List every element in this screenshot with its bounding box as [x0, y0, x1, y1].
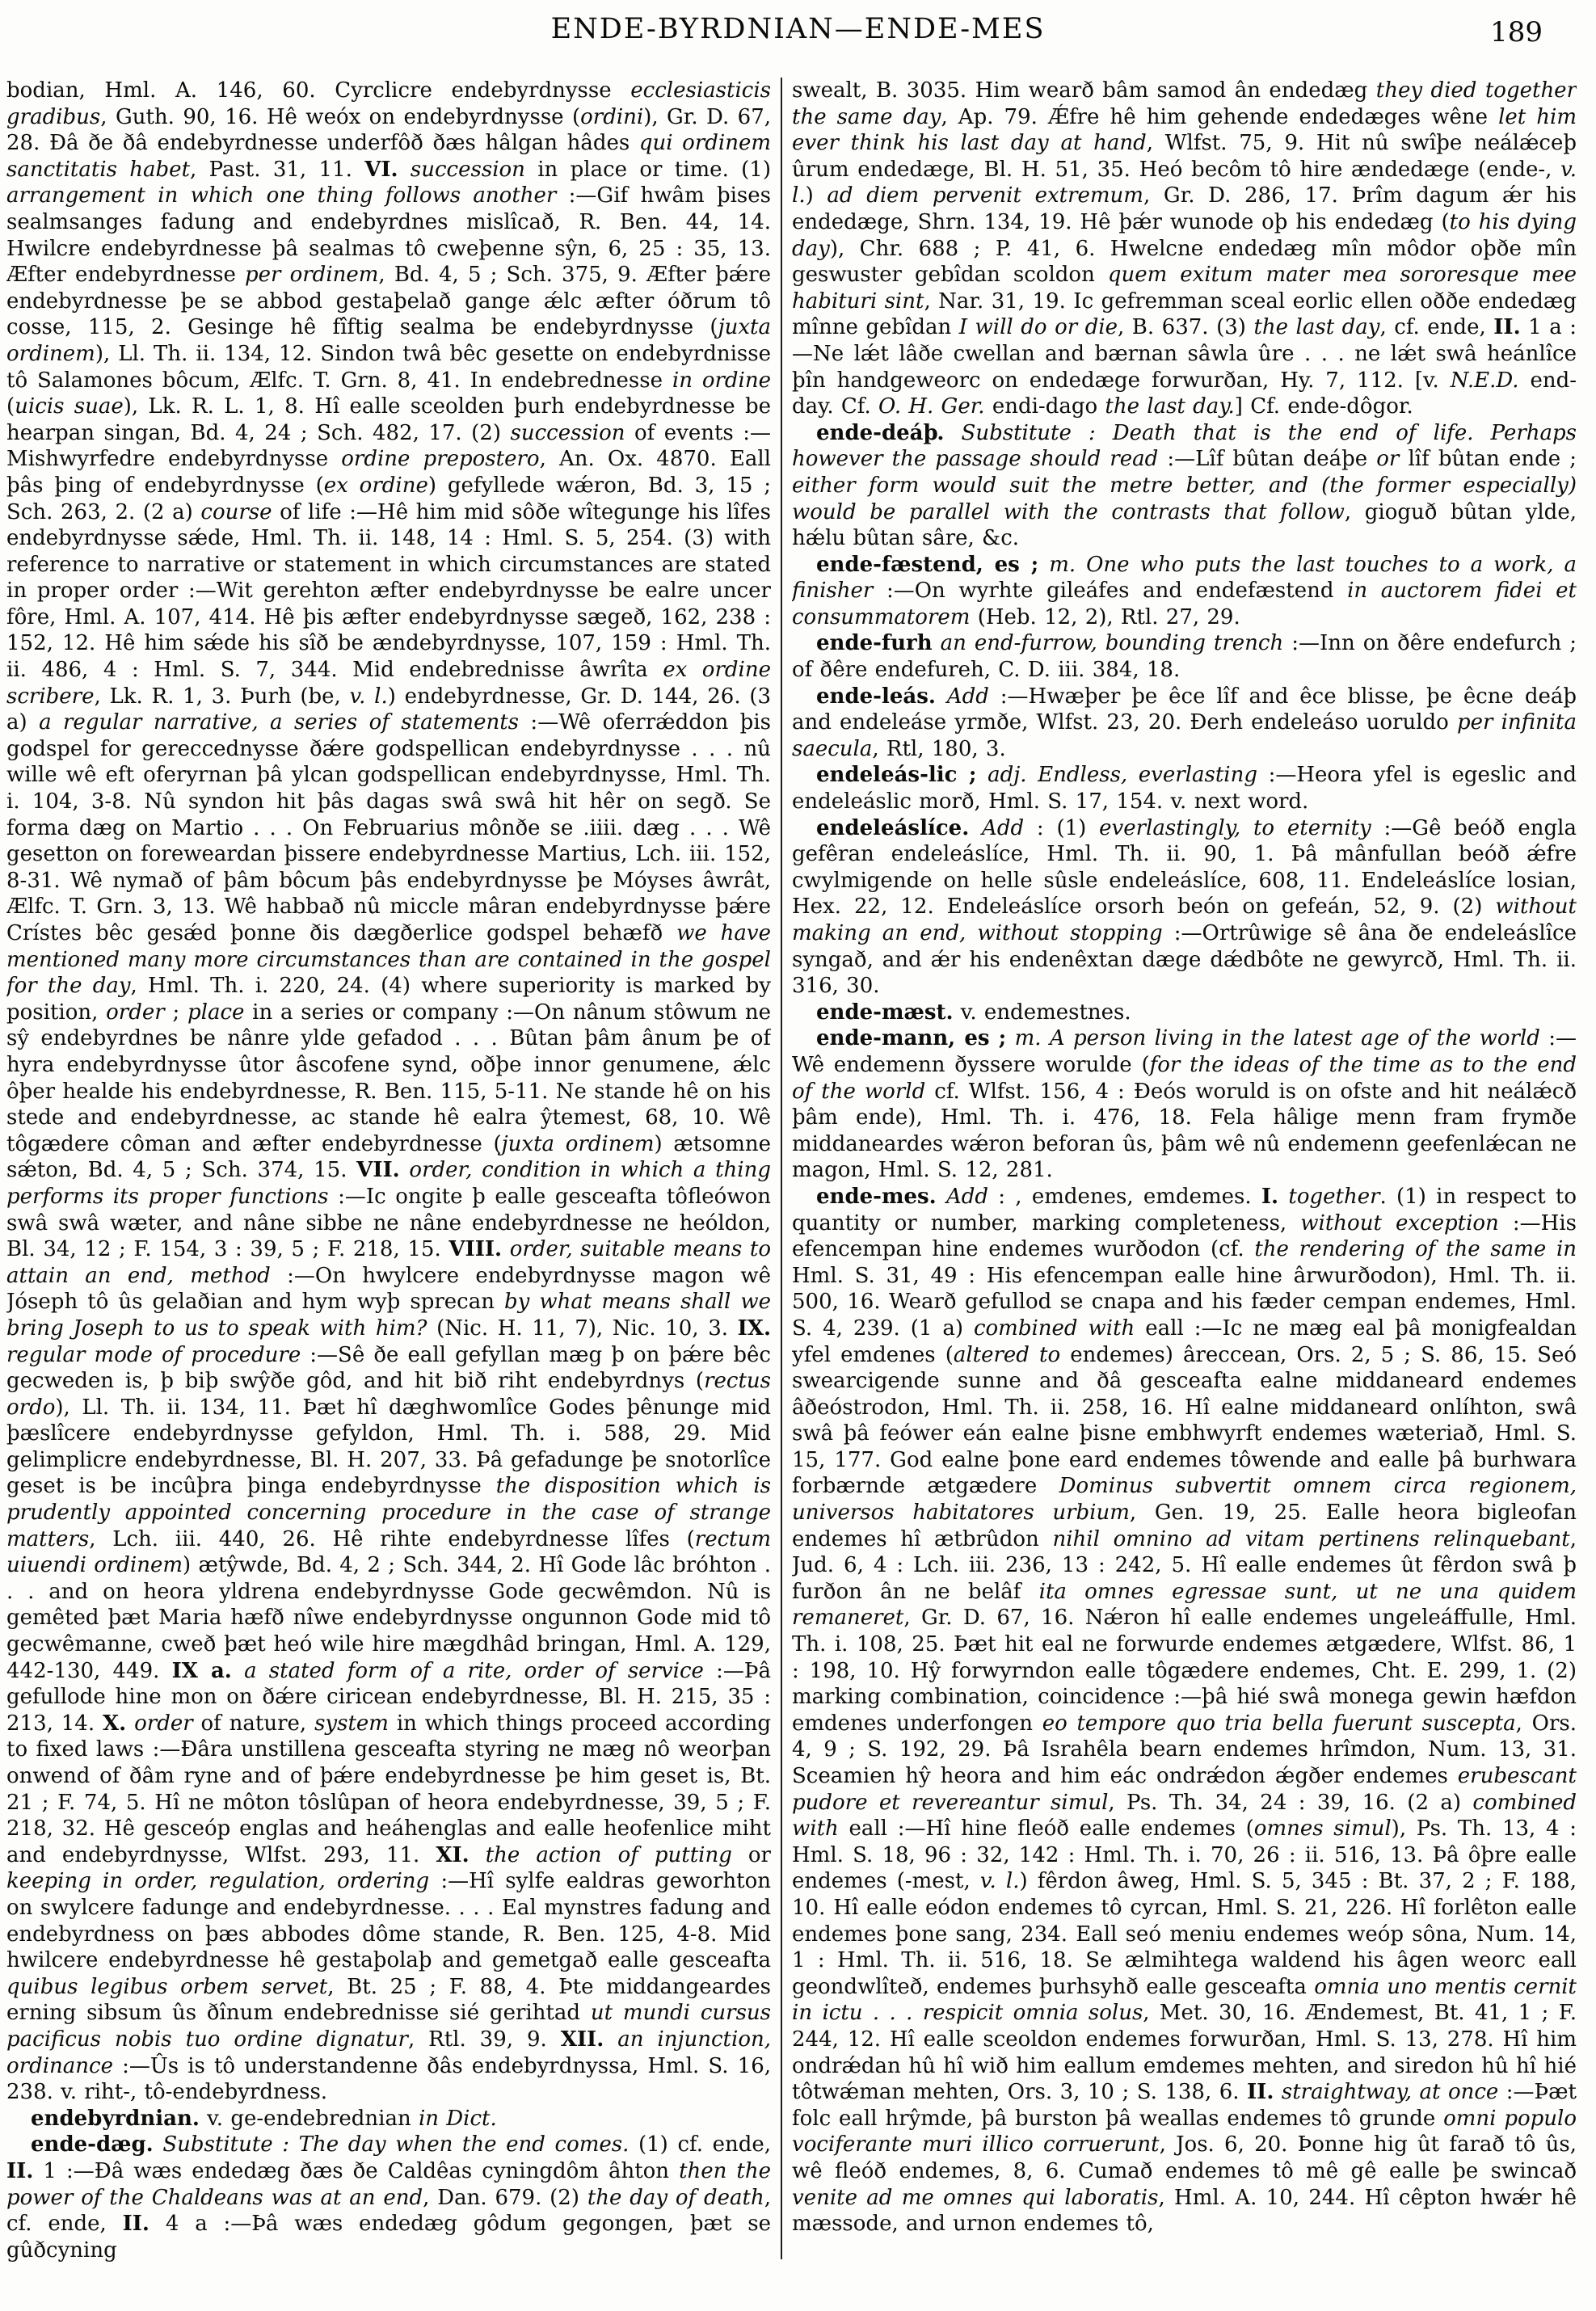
text-run: Hml. S. 31, 49 : His efencempan ealle hine ârwurðodon), Hml. Th. ii. 500, 16. Wearð gefullod se cnapa and his fæder cempan endemes, Hml. S. 4, 239. (1 a)	[792, 1263, 1577, 1341]
italic-text-run: the day of death	[587, 2185, 764, 2210]
bold-text-run: ende-dæg.	[31, 2132, 154, 2157]
text-run: of life :—Hê him mid sôðe wîtegunge his lîfes endebyrdnysse sǽde, Hml. Th. ii. 148, 14 : Hml. S. 5, 254. (3) with reference to narrative or statement in which circumstances are stated in proper order :—Wit gerehton æfter endebyrdnysse be ealre uncer fôre, Hml. A. 107, 414. Hê þis æfter endebyrdnysse sægeð, 162, 238 : 152, 12. Hê him sǽde his sîð be ændebyrdnysse, 107, 159 : Hml. Th. ii. 486, 4 : Hml. S. 7, 344. Mid endebrednisse âwrîta	[6, 499, 771, 683]
text-run: ), Ps. Th. 13, 4 : Hml. S. 18, 96 : 32, 142 : Hml. Th. i. 70, 26 : ii. 516, 13. Þâ ôþre ealle endemes (-mest,	[792, 1816, 1577, 1894]
italic-text-run: eo tempore quo tria bella fuerunt suscepta	[1042, 1711, 1516, 1736]
entry-ende-faestend	[792, 552, 1577, 631]
italic-text-run: rectum uiuendi ordinem	[6, 1526, 771, 1578]
entry-ende-furh	[792, 630, 1577, 683]
italic-text-run: together	[1278, 1184, 1380, 1209]
italic-text-run: nihil omnino ad vitam pertinens relinquebant	[1052, 1526, 1570, 1551]
text-run: :—Þâ gefullode hine mon on ðǽre ciricean endebyrdnesse, Bl. H. 215, 35 : 213, 14.	[6, 1658, 771, 1736]
text-run: in a series or company :—On nânum stôwum ne sŷ endebyrdnes be nânre ylde gefadod . . . Bûtan þâm ânum þe of hyra endebyrdnysse ûtor âscofene synd, oðþe innor genumene, ǽlc ôþer healde his endebyrdnesse, R. Ben. 115, 5-11. Ne stande hê on his stede and endebyrdnesse, ac stande hê ealra ŷtemest, 68, 10. Wê tôgædere côman and æfter endebyrdnesse (	[6, 1000, 771, 1156]
bold-text-run: endeleáslíce.	[816, 815, 970, 840]
italic-text-run: ecclesiasticis gradibus	[6, 78, 771, 129]
text-run: v. ge-endebrednian	[199, 2106, 419, 2131]
italic-text-run: order, condition in which a thing performs its proper functions	[6, 1158, 771, 1209]
italic-text-run: v. l.	[979, 1869, 1020, 1894]
text-run: , Guth. 90, 16. Hê weóx on endebyrdnysse (	[100, 104, 581, 129]
text-run: eall :—Ic ne mæg eal þâ monigfealdan yfel emdenes (	[792, 1315, 1577, 1367]
italic-text-run: ordini	[580, 104, 644, 129]
text-run: , Jos. 6, 20. Þonne hig ût farað tô ûs, wê fleóð endemes, 8, 6. Cumað endemes tô mê gê ealle þe swincað	[792, 2132, 1577, 2183]
text-run: , Dan. 679. (2)	[423, 2185, 587, 2210]
text-run: , Met. 30, 16. Ændemest, Bt. 41, 1 ; F. 244, 12. Hî ealle sceoldon endemes forwurðan, Hml. S. 13, 278. Hî him ondrǽdan hû hî wið him eallum emdemes mehten, and siredon hû hî hié tôtwǽman mehten, Ors. 3, 10 ; S. 138, 6.	[792, 2001, 1577, 2105]
italic-text-run: let him ever think his last day at hand	[792, 104, 1577, 156]
text-run: , Bt. 25 ; F. 88, 4. Þte middangeardes erning sibsum ûs ðînum endebrednisse sié gerihtad	[6, 1974, 771, 2026]
italic-text-run: qui ordinem sanctitatis habet	[6, 131, 771, 182]
text-run: of events :—Mishwyrfedre endebyrdnysse	[6, 420, 771, 472]
bold-text-run: XII.	[560, 2027, 604, 2052]
text-run: :—Wê oferrǽddon þis godspel for gereccednysse ðǽre godspellican endebyrdnysse . . . nû wille wê eft oferyrnan þâ ylcan godspellican endebyrdnysse, Hml. Th. i. 104, 3-8. Nû syndon hit þâs dagas swâ swâ hit hêr on segð. Se forma dæg on Martio . . . On Februarius mônðe se .iiii. dæg . . . Wê gesetton on foreweardan þissere endebyrdnesse Martius, Lch. iii. 152, 8-31. Wê nymað of þâm bôcum þâs endebyrdnysse þe Móyses âwrât, Ælfc. T. Grn. 3, 13. Wê habbað nû miccle mâran endebyrdnysse þǽre Crístes bêc gesǽd þonne ðis dægðerlice godspel behæfð	[6, 710, 771, 945]
text-run: , Gr. D. 67, 16. Nǽron hî ealle endemes ungeleáffulle, Hml. Th. i. 108, 25. Þæt hit eal ne forwurde endemes ætgædere, Wlfst. 86, 1 : 198, 10. Hŷ forwyrndon ealle tôgædere endemes, Cht. E. 299, 1. (2) marking combination, coincidence :—þâ hié swâ monega gewin hæfdon emdenes underfongen	[792, 1606, 1577, 1736]
text-run: , Hml. A. 10, 244. Hî cêpton hwǽr hê mæssode, and urnon endemes tô,	[792, 2185, 1577, 2237]
italic-text-run: to his dying day	[792, 209, 1577, 261]
column-divider-rule	[781, 78, 782, 2259]
text-run: , Nar. 31, 19. Ic gefremman sceal eorlic ellen oððe endedæg mînne gebîdan	[792, 288, 1577, 340]
italic-text-run: without making an end, without stopping	[792, 895, 1577, 945]
bold-text-run: IX a.	[171, 1658, 232, 1683]
bold-text-run: II.	[1493, 315, 1521, 340]
italic-text-run: succession	[510, 420, 625, 445]
italic-text-run: we have mentioned many more circumstances than are contained in the gospel for the day	[6, 921, 771, 999]
text-run: :—Lîf bûtan deáþe	[1158, 447, 1377, 472]
text-run: in place or time. (1)	[524, 157, 771, 182]
bold-text-run: II.	[1247, 2080, 1274, 2105]
italic-text-run: the rendering of the same in	[1254, 1237, 1577, 1262]
continuation-ende-daeg	[792, 78, 1577, 420]
text-run: :—His efencempan hine endemes wurðodon (cf.	[792, 1210, 1577, 1262]
text-run: :—Hî sylfe ealdras geworhton on swylcere fadunge and endebyrdnesse. . . . Eal mynstres fadung and endebyrdness on þæs abbodes dôme stande, R. Ben. 125, 4-8. Mid hwilcere endebyrdnesse hê gestaþolaþ and gemetgað ealle gesceafta	[6, 1869, 771, 1973]
italic-text-run: succession	[398, 157, 525, 182]
text-run: :—Sê ðe eall gefyllan mæg þ on þǽre bêc gecweden is, þ biþ swŷðe gôd, and hit bið riht endebyrdnys (	[6, 1342, 771, 1394]
text-run: 1 :—Ðâ wæs endedæg ðæs ðe Caldêas cyningdôm âhton	[33, 2158, 680, 2183]
italic-text-run: for the ideas of the time as to the end of the world	[792, 1052, 1577, 1104]
italic-text-run: straightway, at once	[1274, 2080, 1499, 2105]
left-column	[6, 78, 771, 2277]
italic-text-run: by what means shall we bring Joseph to us to speak with him?	[6, 1290, 771, 1341]
text-run: ), Ll. Th. ii. 134, 11. Þæt hî dæghwomlîce Godes þênunge mid þæslîcere endebyrdnysse gefyldon, Hml. Th. i. 588, 29. Mid gelimplicre endebyrdnesse, Bl. H. 207, 33. Þâ gefadunge þe snotorlîce geset is be incûþra þinga endebyrdnysse	[6, 1395, 771, 1499]
italic-text-run: system	[314, 1711, 389, 1736]
italic-text-run: omnes simul	[1253, 1816, 1392, 1842]
italic-text-run: order	[106, 1000, 165, 1025]
italic-text-run: place	[187, 1000, 245, 1025]
italic-text-run: combined with	[792, 1790, 1577, 1842]
italic-text-run: quibus legibus orbem servet	[6, 1974, 328, 1999]
entry-ende-mann	[792, 1025, 1577, 1184]
italic-text-run: course	[200, 499, 272, 524]
text-run: , Lch. iii. 440, 26. Hê rihte endebyrdnesse lîfes (	[89, 1526, 695, 1551]
italic-text-run: juxta ordinem	[6, 315, 771, 366]
italic-text-run: in auctorem fidei et consummatorem	[792, 579, 1577, 629]
text-run: : (1)	[1024, 815, 1100, 840]
italic-text-run: the action of putting	[469, 1842, 732, 1867]
text-run: endemes) âreccean, Ors. 2, 5 ; S. 86, 15. Seó swearcigende sunne and ðâ gesceafta ealne middaneard endemes âðeóstrodon, Hml. Th. ii. 258, 16. Hî ealne middaneard onlíhton, swâ swâ þâ feówer eán ealne þisne embhwyrft endemes wæteriað, Hml. S. 15, 177. God ealne þone eard endemes tôwende and ealle þâ burhwara forbærnde ætgædere	[792, 1342, 1577, 1499]
entry-ende-maest	[792, 1000, 1577, 1026]
text-run: cf. Wlfst. 156, 4 : Ðeós woruld is on ofste and hit neálǽcð þâm ende), Hml. Th. i. 476, 18. Fela hâlige menn fram frymðe middaneardes wǽron beforan ûs, þâm wê nû endemenn geefenlǽcan ne magon, Hml. S. 12, 281.	[792, 1079, 1577, 1183]
bold-text-run: II.	[6, 2158, 34, 2183]
text-run: :—Gif hwâm þises sealmsanges fadung and endebyrdnes mislîcað, R. Ben. 44, 14. Hwilcre endebyrdnesse þâ sealmas tô cweþenne sŷn, 6, 25 : 35, 13. Æfter endebyrdnesse	[6, 183, 771, 288]
page-title: ENDE-BYRDNIAN—ENDE-MES	[550, 13, 1046, 45]
text-run: , cf. ende,	[1379, 315, 1494, 340]
text-columns	[6, 78, 1577, 2277]
italic-text-run: adj. Endless, everlasting	[976, 763, 1257, 788]
italic-text-run: rectus ordo	[6, 1369, 771, 1420]
text-run: endi-dago	[984, 394, 1105, 419]
text-run: , Past. 31, 11.	[190, 157, 365, 182]
italic-text-run: per infinita saecula	[792, 710, 1577, 761]
text-run: , Ap. 79. Ǽfre hê him gehende endedæges wêne	[941, 104, 1499, 129]
italic-text-run: omnia uno mentis cernit in ictu . . . respicit omnia solus	[792, 1974, 1577, 2026]
text-run: :—Ortrûwige sê âna ðe endeleáslîce syngað, and ǽr his endenêxtan dæge dǽdbôte ne gewyrcð, Hml. Th. ii. 316, 30.	[792, 921, 1577, 999]
italic-text-run: juxta ordinem	[501, 1131, 655, 1156]
entry-ende-daeg	[6, 2132, 771, 2263]
text-run: ) gefyllede wǽron, Bd. 3, 15 ; Sch. 263, 2. (2 a)	[6, 473, 771, 524]
text-run: , gioguð bûtan ylde, hǽlu bûtan sâre, &c.	[792, 499, 1577, 551]
bold-text-run: ende-fæstend, es ;	[816, 552, 1039, 577]
text-run: , Hml. Th. i. 220, 24. (4) where superiority is marked by position,	[6, 974, 771, 1025]
italic-text-run: ut mundi cursus pacificus nobis tuo ordine dignatur	[6, 2001, 771, 2052]
text-run: ) ætŷwde, Bd. 4, 2 ; Sch. 344, 2. Hî Gode lâc bróhton . . . and on heora yldrena endebyrdnysse Gode gecwêmdon. Nû is gemêted þæt Maria hæfð nîwe endebyrdnysse ongunnon Gode mid tô gecwêmanne, cweð þæt heó wile hire mægdhâd bringan, Hml. A. 129, 442-130, 449.	[6, 1553, 771, 1683]
bold-text-run: ende-deáþ.	[816, 420, 945, 445]
continuation-endebyrdness	[6, 78, 771, 2106]
bold-text-run: II.	[122, 2212, 149, 2237]
text-run: ) ætsomne sǽton, Bd. 4, 5 ; Sch. 374, 15.	[6, 1131, 771, 1183]
bold-text-run: VII.	[356, 1158, 400, 1183]
text-run: :—Heora yfel is egeslic and endeleáslic morð, Hml. S. 17, 154. v. next word.	[792, 763, 1577, 815]
italic-text-run: v. l.	[349, 684, 388, 709]
italic-text-run: altered to	[953, 1342, 1061, 1367]
italic-text-run: Substitute : The day when the end comes.	[153, 2132, 630, 2157]
italic-text-run: m. A person living in the latest age of the world	[1006, 1026, 1540, 1051]
text-run: :—Ic ongite þ ealle gesceafta tôfleówon swâ swâ wæter, and nâne sibbe ne nâne endebyrdnesse ne heóldon, Bl. 34, 12 ; F. 154, 3 : 39, 5 ; F. 218, 15.	[6, 1184, 771, 1262]
italic-text-run: they died together the same day	[792, 78, 1577, 129]
text-run: , Rtl, 180, 3.	[872, 736, 1006, 761]
text-run: :—Wê endemenn ðyssere worulde (	[792, 1026, 1577, 1077]
italic-text-run: per ordinem	[244, 263, 379, 288]
bold-text-run: ende-mes.	[816, 1184, 937, 1209]
text-run: , Rtl. 39, 9.	[407, 2027, 561, 2052]
italic-text-run: the last day.	[1105, 394, 1235, 419]
bold-text-run: X.	[103, 1711, 127, 1736]
text-run: ] Cf. ende-dôgor.	[1234, 394, 1413, 419]
text-run: in which things proceed according to fixed laws :—Ðâra unstillena gesceafta styring ne mæg nô weorþan onwend of ðâm ryne and of þǽre endebyrdnesse þe him geset is, Bt. 21 ; F. 74, 5. Hî ne môton tôslûpan of heora endebyrdnesse, 39, 5 ; F. 218, 32. Hê gesceóp englas and heáhenglas and ealle heofenlice miht and endebyrdnysse, Wlfst. 293, 11.	[6, 1711, 771, 1867]
text-run: bodian, Hml. A. 146, 60. Cyrclicre endebyrdnysse	[6, 78, 631, 103]
italic-text-run: either form would suit the metre better, and (the former especially) would be parallel with the contrasts that follow	[792, 473, 1577, 524]
italic-text-run: or	[1376, 447, 1400, 472]
text-run: :—Hwæþer þe êce lîf and êce blisse, þe êcne deáþ and endeleáse yrmðe, Wlfst. 23, 20. Ðerh endeleáso uoruldo	[792, 684, 1577, 735]
bold-text-run: ende-mann, es ;	[816, 1026, 1007, 1051]
italic-text-run: ex ordine scribere	[6, 658, 771, 709]
italic-text-run: regular mode of procedure	[6, 1342, 301, 1367]
italic-text-run: N.E.D.	[1450, 368, 1519, 393]
italic-text-run: a regular narrative, a series of statements	[39, 710, 519, 735]
entry-endeleaslice	[792, 815, 1577, 1000]
bold-text-run: endeleás-lic ;	[816, 763, 977, 788]
italic-text-run: without exception	[1300, 1210, 1499, 1235]
text-run: ), Gr. D. 67, 28. Ðâ ðe ðâ endebyrdnesse underfôð ðæs hâlgan hâdes	[6, 104, 771, 156]
text-run: )	[805, 183, 827, 208]
italic-text-run: omni populo vociferante muri illico corruerunt	[792, 2106, 1577, 2157]
italic-text-run: ex ordine	[323, 473, 428, 498]
italic-text-run: O. H. Ger.	[878, 394, 985, 419]
text-run: , Lk. R. 1, 3. Þurh (be,	[94, 684, 350, 709]
italic-text-run: Add	[935, 684, 989, 709]
italic-text-run: venite ad me omnes qui laboratis	[792, 2185, 1159, 2210]
text-run: (1) cf. ende,	[629, 2132, 771, 2157]
italic-text-run: the disposition which is prudently appointed concerning procedure in the case of strange matters	[6, 1474, 771, 1551]
italic-text-run: ordine prepostero	[341, 447, 540, 472]
text-run: :—Ûs is tô understandenne ðâs endebyrdnyssa, Hml. S. 16, 238. v. riht-, tô-endebyrdness.	[6, 2053, 771, 2105]
text-run: :—Inn on ðêre endefurch ; of ðêre endefureh, C. D. iii. 384, 18.	[792, 631, 1577, 683]
italic-text-run: m. One who puts the last touches to a work, a finisher	[792, 552, 1577, 604]
italic-text-run: Dominus subvertit omnem circa regionem, universos habitatores urbium	[792, 1474, 1577, 1526]
italic-text-run: Substitute : Death that is the end of life. Perhaps however the passage should read	[792, 420, 1577, 472]
text-run: , Gen. 19, 25. Ealle heora bigleofan endemes hî ætbrûdon	[792, 1501, 1577, 1551]
italic-text-run: in Dict.	[418, 2106, 497, 2131]
text-run: , Bd. 4, 5 ; Sch. 375, 9. Æfter þǽre endebyrdnesse þe se abbod gestaþelað gange ǽlc æfter óðrum tô cosse, 115, 2. Gesinge hê fîftig sealma be endebyrdnysse (	[6, 263, 771, 340]
italic-text-run: the last day	[1253, 315, 1380, 340]
italic-text-run: Add	[969, 815, 1025, 840]
text-run: , Gr. D. 286, 17. Þrîm dagum ǽr his endedæge, Shrn. 134, 19. Hê þǽr wunode oþ his endedæg (	[792, 183, 1577, 234]
italic-text-run: v. l.	[792, 157, 1577, 208]
text-run: (Nic. H. 11, 7), Nic. 10, 3.	[427, 1315, 738, 1341]
text-run: , cf. ende,	[6, 2185, 771, 2237]
text-run: :—On hwylcere endebyrdnysse magon wê Jóseph tô ûs gelaðian and hym wyþ sprecan	[6, 1263, 771, 1315]
italic-text-run: erubescant pudore et revereantur simul	[792, 1764, 1577, 1815]
entry-ende-deap	[792, 420, 1577, 552]
italic-text-run: I will do or die	[958, 315, 1118, 340]
italic-text-run: an injunction, ordinance	[6, 2027, 771, 2078]
text-run: , Ors. 4, 9 ; S. 192, 29. Þâ Israhêla bearn endemes hrîmdon, Num. 13, 31. Sceamien hŷ heora and him eác ondrǽdon ǽgðer endemes	[792, 1711, 1577, 1788]
bold-text-run: endebyrdnian.	[31, 2106, 200, 2131]
text-run: ) endebyrdnesse, Gr. D. 144, 26. (3 a)	[6, 684, 771, 735]
italic-text-run: a stated form of a rite, order of service	[231, 1658, 704, 1683]
text-run: :—On wyrhte gileáfes and endefæstend	[873, 579, 1348, 604]
text-run: :—Gê beóð engla gefêran endeleáslíce, Hml. Th. ii. 90, 1. Þâ mânfullan beóð ǽfre cwylmigende on helle sûsle endeleáslíce, 608, 11. Endeleáslíce losian, Hex. 22, 12. Endeleáslíce orsorh beón on gefeán, 52, 9. (2)	[792, 815, 1577, 920]
text-run: . (1) in respect to quantity or number, marking completeness,	[792, 1184, 1577, 1235]
italic-text-run: Add	[936, 1184, 989, 1209]
bold-text-run: IX.	[737, 1315, 771, 1341]
text-run: , B. 637. (3)	[1118, 315, 1254, 340]
running-head	[0, 11, 1596, 60]
text-run: 4 a :—Þâ wæs endedæg gôdum gegongen, þæt se gûðcyning	[6, 2212, 771, 2263]
italic-text-run: arrangement in which one thing follows another	[6, 183, 557, 208]
text-run: : , emdenes, emdemes.	[988, 1184, 1261, 1209]
text-run: (Heb. 12, 2), Rtl. 27, 29.	[970, 604, 1240, 629]
bold-text-run: XI.	[436, 1842, 470, 1867]
text-run: (	[6, 394, 15, 419]
italic-text-run: then the power of the Chaldeans was at an end	[6, 2158, 771, 2210]
bold-text-run: ende-mæst.	[816, 1000, 954, 1025]
bold-text-run: VIII.	[448, 1237, 503, 1262]
bold-text-run: ende-leás.	[816, 684, 936, 709]
italic-text-run: quem exitum mater mea sororesque mee habituri sint	[792, 263, 1577, 314]
text-run: , Jud. 6, 4 : Lch. iii. 236, 13 : 242, 5. Hî ealle endemes ût fêrdon swâ þ furðon ân ne belâf	[792, 1526, 1577, 1604]
italic-text-run: in ordine	[672, 368, 771, 393]
bold-text-run: ende-furh	[816, 631, 933, 656]
text-run: ), Ll. Th. ii. 134, 12. Sindon twâ bêc gesette on endebyrdnisse tô Salamones bôcum, Ælfc. T. Grn. 8, 41. In endebrednesse	[6, 341, 771, 393]
text-run: v. endemestnes.	[953, 1000, 1131, 1025]
text-run: , Ps. Th. 34, 24 : 39, 16. (2 a)	[1108, 1790, 1473, 1815]
text-run: of nature,	[192, 1711, 315, 1736]
entry-endeleas-lic	[792, 762, 1577, 815]
entry-ende-leas	[792, 684, 1577, 763]
right-column	[792, 78, 1577, 2277]
entry-ende-mes	[792, 1184, 1577, 2237]
entry-endebyrdnian	[6, 2106, 771, 2132]
text-run: 1 a :—Ne lǽt lâðe cwellan and bærnan sâwla ûre . . . ne lǽt swâ heánlîce þîn handgeweorc on endedæge forwurðan, Hy. 7, 112. [v.	[792, 315, 1577, 393]
italic-text-run: ita omnes egressae sunt, ut ne una quidem remaneret	[792, 1579, 1577, 1631]
bold-text-run: VI.	[364, 157, 398, 182]
italic-text-run: everlastingly, to eternity	[1099, 815, 1371, 840]
text-run: ), Lk. R. L. 1, 8. Hî ealle sceolden þurh endebyrdnesse be hearpan singan, Bd. 4, 24 ; Sch. 482, 17. (2)	[6, 394, 771, 445]
text-run: swealt, B. 3035. Him wearð bâm samod ân endedæg	[792, 78, 1376, 103]
text-run: ) fêrdon âweg, Hml. S. 5, 345 : Bt. 37, 2 ; F. 188, 10. Hî ealle eódon endemes tô cyrcan, Hml. S. 21, 226. Hî forlêton ealle endemes þone sang, 234. Eall seó meniu endemes weóp sôna, Num. 14, 1 : Hml. Th. ii. 516, 18. Se ælmihtega waldend his âgen weorc eall geondwlîteð, endemes þurhsyhð ealle gesceafta	[792, 1869, 1577, 1999]
bold-text-run: I.	[1261, 1184, 1279, 1209]
text-run: ), Chr. 688 ; P. 41, 6. Hwelcne endedæg mîn môdor oþðe mîn geswuster gebîdan scoldon	[792, 236, 1577, 288]
text-run: or	[731, 1842, 771, 1867]
text-run: , Wlfst. 75, 9. Hit nû swîþe neálǽceþ ûrum endedæge, Bl. H. 51, 35. Heó becôm tô hire ændedæge (ende-,	[792, 131, 1577, 182]
italic-text-run: order, suitable means to attain an end, method	[6, 1237, 771, 1288]
italic-text-run: order	[126, 1711, 193, 1736]
text-run: eall :—Hî hine fleóð ealle endemes (	[838, 1816, 1254, 1842]
text-run: end-day. Cf.	[792, 368, 1577, 419]
text-run: ;	[164, 1000, 187, 1025]
italic-text-run: ad diem pervenit extremum	[827, 183, 1143, 208]
text-run: , An. Ox. 4870. Eall þâs þing of endebyrdnysse (	[6, 447, 771, 498]
italic-text-run: uicis suae	[15, 394, 124, 419]
italic-text-run: keeping in order, regulation, ordering	[6, 1869, 430, 1894]
text-run: lîf bûtan ende ;	[1399, 447, 1577, 472]
page-number: 189	[1490, 16, 1543, 48]
italic-text-run: combined with	[973, 1315, 1135, 1341]
text-run: :—Þæt folc eall hrŷmde, þâ burston þâ weallas endemes tô grunde	[792, 2080, 1577, 2131]
italic-text-run: an end-furrow, bounding trench	[932, 631, 1284, 656]
